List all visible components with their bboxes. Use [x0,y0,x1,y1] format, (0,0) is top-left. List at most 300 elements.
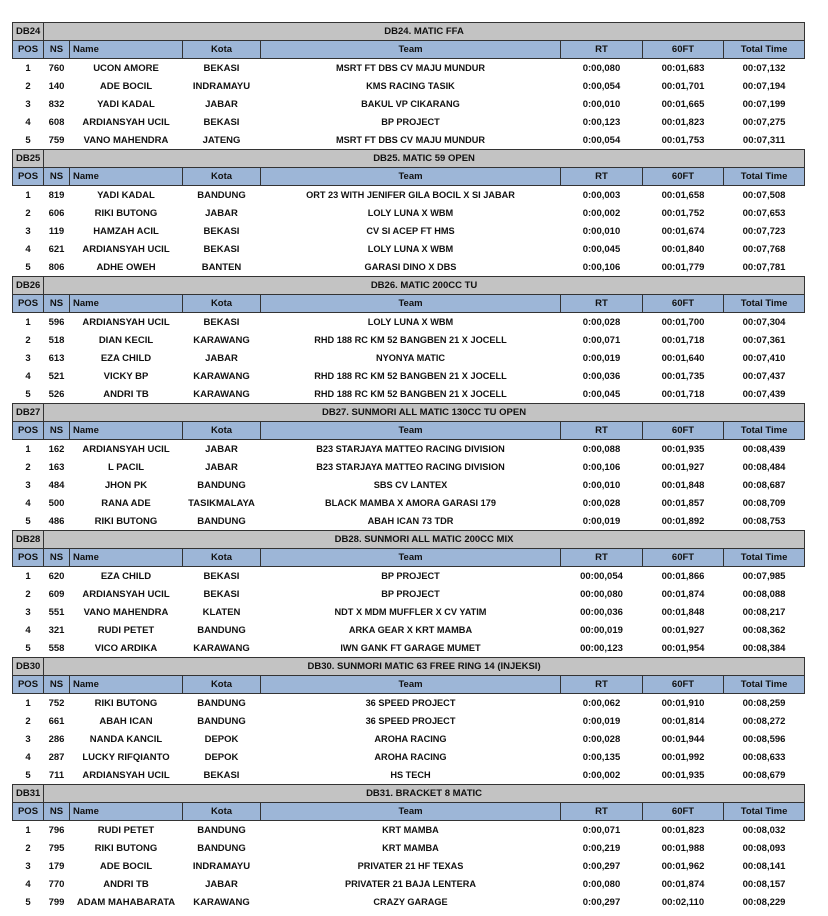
table-row [13,440,805,459]
cell-name: RIKI BUTONG [94,207,158,219]
table-row [13,512,805,531]
cell-ns: 795 [48,842,65,854]
cell-sixtyft: 00:01,701 [661,80,705,92]
cell-total-time: 00:08,157 [742,878,786,890]
column-header-sixtyft: 60FT [643,549,724,567]
cell-name: ARDIANSYAH UCIL [82,443,170,455]
cell-team: ABAH ICAN 73 TDR [367,515,454,526]
column-header-team: Team [261,168,561,186]
cell-name: RUDI PETET [97,624,155,636]
cell-ns: 140 [48,80,65,92]
column-header-sixtyft: 60FT [643,422,724,440]
table-row [13,313,805,332]
cell-sixtyft: 00:01,954 [661,642,705,654]
cell-total-time: 00:07,768 [742,243,786,255]
cell-kota: KARAWANG [193,642,250,654]
cell-ns: 760 [48,62,65,74]
cell-sixtyft: 00:01,927 [661,461,705,473]
cell-sixtyft: 00:01,927 [661,624,705,636]
cell-name: RANA ADE [101,497,151,509]
class-title: DB30. SUNMORI MATIC 63 FREE RING 14 (INJEKSI) [44,658,805,676]
cell-team: 36 SPEED PROJECT [365,715,456,726]
class-title: DB24. MATIC FFA [44,23,805,41]
cell-pos: 5 [25,261,31,273]
cell-kota: BANDUNG [197,515,246,527]
column-header-team: Team [261,422,561,440]
cell-rt: 0:00,010 [582,479,621,491]
cell-team: LOLY LUNA X WBM [367,316,454,327]
cell-team: RHD 188 RC KM 52 BANGBEN 21 X JOCELL [314,370,507,381]
cell-kota: JABAR [205,461,238,473]
cell-team: BLACK MAMBA X AMORA GARASI 179 [325,497,496,508]
column-header-pos: POS [13,422,44,440]
cell-pos: 2 [25,334,31,346]
column-header-team: Team [261,549,561,567]
class-title: DB25. MATIC 59 OPEN [44,150,805,168]
column-header-ns: NS [44,168,70,186]
cell-pos: 5 [25,642,31,654]
column-header-name: Name [70,549,183,567]
cell-team: 36 SPEED PROJECT [365,697,456,708]
column-header-name: Name [70,168,183,186]
cell-total-time: 00:07,311 [742,134,786,146]
cell-rt: 0:00,088 [582,443,621,455]
cell-kota: KLATEN [202,606,241,618]
class-title-row [13,150,805,168]
cell-rt: 0:00,062 [582,697,621,709]
table-row [13,730,805,748]
cell-ns: 620 [48,570,65,582]
cell-sixtyft: 00:01,848 [661,606,705,618]
cell-kota: BEKASI [203,588,240,600]
table-row [13,639,805,658]
cell-kota: BANTEN [201,261,242,273]
table-row [13,113,805,131]
column-header-ns: NS [44,295,70,313]
results-table [12,22,805,911]
cell-sixtyft: 00:01,658 [661,189,705,201]
cell-pos: 4 [25,116,31,128]
cell-ns: 162 [48,443,65,455]
cell-name: RIKI BUTONG [94,842,158,854]
cell-name: ARDIANSYAH UCIL [82,588,170,600]
table-row [13,59,805,78]
column-header-sixtyft: 60FT [643,676,724,694]
cell-name: ADE BOCIL [99,860,153,872]
table-row [13,748,805,766]
cell-pos: 4 [25,370,31,382]
cell-team: SBS CV LANTEX [373,479,448,490]
column-header-ns: NS [44,422,70,440]
cell-total-time: 00:08,596 [742,733,786,745]
cell-ns: 484 [48,479,65,491]
cell-pos: 2 [25,588,31,600]
cell-name: VANO MAHENDRA [83,606,169,618]
cell-rt: 00:00,019 [580,624,623,636]
cell-total-time: 00:08,384 [742,642,786,654]
table-row [13,95,805,113]
cell-ns: 621 [48,243,65,255]
cell-name: YADI KADAL [97,98,155,110]
column-header-row [13,41,805,59]
cell-total-time: 00:08,272 [742,715,786,727]
cell-kota: BEKASI [203,225,240,237]
cell-team: CRAZY GARAGE [373,896,448,907]
cell-pos: 2 [25,80,31,92]
column-header-name: Name [70,295,183,313]
cell-name: ADAM MAHABARATA [76,896,176,908]
cell-total-time: 00:08,633 [742,751,786,763]
class-code: DB24 [13,23,44,41]
results-document [12,22,804,911]
cell-total-time: 00:08,141 [742,860,786,872]
cell-ns: 832 [48,98,65,110]
column-header-team: Team [261,676,561,694]
cell-total-time: 00:07,985 [742,570,786,582]
cell-kota: DEPOK [204,751,239,763]
column-header-pos: POS [13,295,44,313]
cell-pos: 3 [25,98,31,110]
cell-sixtyft: 00:01,823 [661,824,705,836]
cell-rt: 0:00,045 [582,243,621,255]
cell-team: BP PROJECT [381,116,440,127]
cell-team: HS TECH [390,769,431,780]
cell-sixtyft: 00:02,110 [661,896,705,908]
cell-sixtyft: 00:01,910 [661,697,705,709]
cell-sixtyft: 00:01,735 [661,370,705,382]
cell-pos: 1 [25,316,31,328]
cell-ns: 711 [48,769,65,781]
column-header-name: Name [70,41,183,59]
cell-rt: 0:00,019 [582,352,621,364]
cell-pos: 4 [25,878,31,890]
cell-rt: 0:00,010 [582,98,621,110]
cell-kota: DEPOK [204,733,239,745]
cell-rt: 00:00,080 [580,588,623,600]
cell-team: KMS RACING TASIK [366,80,455,91]
cell-name: L PACIL [107,461,145,473]
cell-sixtyft: 00:01,935 [661,443,705,455]
column-header-total-time: Total Time [724,422,805,440]
cell-pos: 4 [25,497,31,509]
cell-team: MSRT FT DBS CV MAJU MUNDUR [335,134,486,145]
column-header-name: Name [70,803,183,821]
cell-pos: 2 [25,461,31,473]
cell-pos: 5 [25,515,31,527]
cell-total-time: 00:07,781 [742,261,786,273]
cell-total-time: 00:08,687 [742,479,786,491]
cell-kota: BEKASI [203,62,240,74]
cell-rt: 0:00,036 [582,370,621,382]
table-row [13,694,805,713]
cell-ns: 608 [48,116,65,128]
column-header-kota: Kota [183,422,261,440]
column-header-name: Name [70,676,183,694]
cell-kota: BANDUNG [197,624,246,636]
cell-team: MSRT FT DBS CV MAJU MUNDUR [335,62,486,73]
cell-team: PRIVATER 21 BAJA LENTERA [344,878,477,889]
cell-name: EZA CHILD [100,570,152,582]
cell-kota: KARAWANG [193,896,250,908]
cell-name: ARDIANSYAH UCIL [82,116,170,128]
cell-total-time: 00:08,217 [742,606,786,618]
cell-team: ARKA GEAR X KRT MAMBA [348,624,473,635]
column-header-pos: POS [13,803,44,821]
cell-ns: 163 [48,461,65,473]
cell-sixtyft: 00:01,848 [661,479,705,491]
class-code: DB28 [13,531,44,549]
table-row [13,585,805,603]
cell-team: B23 STARJAYA MATTEO RACING DIVISION [316,443,505,454]
cell-ns: 526 [48,388,65,400]
column-header-rt: RT [561,422,643,440]
class-title-row [13,23,805,41]
cell-sixtyft: 00:01,944 [661,733,705,745]
column-header-row [13,168,805,186]
cell-rt: 0:00,003 [582,189,621,201]
cell-kota: BANDUNG [197,479,246,491]
column-header-ns: NS [44,41,70,59]
cell-name: ARDIANSYAH UCIL [82,243,170,255]
cell-kota: BEKASI [203,316,240,328]
cell-pos: 4 [25,751,31,763]
cell-kota: KARAWANG [193,370,250,382]
table-row [13,131,805,150]
column-header-rt: RT [561,41,643,59]
cell-rt: 00:00,036 [580,606,623,618]
cell-rt: 0:00,080 [582,878,621,890]
column-header-rt: RT [561,295,643,313]
cell-total-time: 00:07,508 [742,189,786,201]
cell-rt: 00:00,123 [580,642,623,654]
cell-sixtyft: 00:01,753 [661,134,705,146]
cell-name: ABAH ICAN [99,715,153,727]
cell-team: IWN GANK FT GARAGE MUMET [340,642,481,653]
table-row [13,857,805,875]
table-row [13,258,805,277]
column-header-ns: NS [44,549,70,567]
class-title-row [13,531,805,549]
class-title: DB31. BRACKET 8 MATIC [44,785,805,803]
column-header-kota: Kota [183,295,261,313]
cell-total-time: 00:08,753 [742,515,786,527]
column-header-row [13,803,805,821]
cell-name: RIKI BUTONG [94,515,158,527]
table-row [13,367,805,385]
cell-sixtyft: 00:01,866 [661,570,705,582]
cell-name: VANO MAHENDRA [83,134,169,146]
cell-kota: INDRAMAYU [192,80,251,92]
table-row [13,331,805,349]
cell-name: RUDI PETET [97,824,155,836]
cell-total-time: 00:08,259 [742,697,786,709]
cell-team: GARASI DINO X DBS [364,261,457,272]
cell-ns: 119 [48,225,65,237]
cell-pos: 5 [25,134,31,146]
column-header-pos: POS [13,549,44,567]
cell-sixtyft: 00:01,700 [661,316,705,328]
cell-rt: 0:00,080 [582,62,621,74]
cell-pos: 2 [25,207,31,219]
cell-total-time: 00:08,679 [742,769,786,781]
cell-name: ADE BOCIL [99,80,153,92]
column-header-sixtyft: 60FT [643,803,724,821]
cell-sixtyft: 00:01,814 [661,715,705,727]
cell-name: JHON PK [104,479,148,491]
table-row [13,875,805,893]
cell-pos: 3 [25,352,31,364]
class-title-row [13,277,805,295]
cell-rt: 0:00,019 [582,515,621,527]
cell-ns: 759 [48,134,65,146]
cell-rt: 0:00,028 [582,733,621,745]
cell-rt: 0:00,135 [582,751,621,763]
cell-total-time: 00:07,653 [742,207,786,219]
cell-ns: 609 [48,588,65,600]
cell-rt: 00:00,054 [580,570,623,582]
cell-name: YADI KADAL [97,189,155,201]
cell-rt: 0:00,002 [582,769,621,781]
cell-ns: 521 [48,370,65,382]
cell-name: DIAN KECIL [98,334,154,346]
cell-pos: 5 [25,769,31,781]
table-row [13,712,805,730]
cell-team: NYONYA MATIC [375,352,446,363]
class-code: DB30 [13,658,44,676]
cell-name: EZA CHILD [100,352,152,364]
cell-rt: 0:00,123 [582,116,621,128]
cell-name: ARDIANSYAH UCIL [82,316,170,328]
column-header-pos: POS [13,676,44,694]
cell-pos: 3 [25,733,31,745]
cell-total-time: 00:08,709 [742,497,786,509]
cell-team: KRT MAMBA [382,842,439,853]
table-row [13,240,805,258]
cell-ns: 596 [48,316,65,328]
cell-total-time: 00:08,093 [742,842,786,854]
cell-pos: 1 [25,570,31,582]
cell-name: RIKI BUTONG [94,697,158,709]
cell-ns: 518 [48,334,65,346]
cell-name: ADHE OWEH [96,261,156,273]
class-title-row [13,404,805,422]
cell-kota: BEKASI [203,243,240,255]
column-header-sixtyft: 60FT [643,41,724,59]
cell-sixtyft: 00:01,992 [661,751,705,763]
cell-kota: KARAWANG [193,334,250,346]
column-header-row [13,422,805,440]
cell-total-time: 00:07,410 [742,352,786,364]
cell-pos: 3 [25,606,31,618]
cell-team: KRT MAMBA [382,824,439,835]
column-header-team: Team [261,803,561,821]
table-row [13,821,805,840]
cell-team: AROHA RACING [374,733,447,744]
column-header-pos: POS [13,41,44,59]
cell-kota: JABAR [205,443,238,455]
cell-name: ARDIANSYAH UCIL [82,769,170,781]
cell-sixtyft: 00:01,988 [661,842,705,854]
cell-rt: 0:00,106 [582,261,621,273]
table-row [13,385,805,404]
cell-kota: JABAR [205,352,238,364]
column-header-kota: Kota [183,803,261,821]
cell-kota: KARAWANG [193,388,250,400]
cell-sixtyft: 00:01,674 [661,225,705,237]
cell-pos: 2 [25,842,31,854]
cell-rt: 0:00,002 [582,207,621,219]
cell-ns: 321 [48,624,65,636]
table-row [13,349,805,367]
cell-total-time: 00:07,199 [742,98,786,110]
cell-ns: 551 [48,606,65,618]
class-code: DB31 [13,785,44,803]
cell-ns: 500 [48,497,65,509]
table-row [13,476,805,494]
column-header-ns: NS [44,676,70,694]
cell-team: NDT X MDM MUFFLER X CV YATIM [334,606,487,617]
cell-ns: 613 [48,352,65,364]
cell-sixtyft: 00:01,892 [661,515,705,527]
column-header-team: Team [261,41,561,59]
cell-rt: 0:00,297 [582,896,621,908]
cell-total-time: 00:07,194 [742,80,786,92]
cell-kota: BANDUNG [197,824,246,836]
cell-team: BAKUL VP CIKARANG [361,98,460,109]
cell-team: ORT 23 WITH JENIFER GILA BOCIL X SI JABAR [306,189,515,200]
class-code: DB26 [13,277,44,295]
cell-ns: 752 [48,697,65,709]
cell-pos: 1 [25,697,31,709]
cell-kota: BANDUNG [197,842,246,854]
cell-sixtyft: 00:01,935 [661,769,705,781]
cell-name: HAMZAH ACIL [93,225,159,237]
cell-total-time: 00:07,275 [742,116,786,128]
cell-team: LOLY LUNA X WBM [367,207,454,218]
cell-total-time: 00:08,362 [742,624,786,636]
column-header-kota: Kota [183,41,261,59]
cell-team: RHD 188 RC KM 52 BANGBEN 21 X JOCELL [314,334,507,345]
cell-sixtyft: 00:01,718 [661,388,705,400]
cell-kota: JABAR [205,878,238,890]
cell-sixtyft: 00:01,840 [661,243,705,255]
cell-rt: 0:00,028 [582,316,621,328]
cell-ns: 770 [48,878,65,890]
cell-sixtyft: 00:01,857 [661,497,705,509]
cell-ns: 796 [48,824,65,836]
class-code: DB27 [13,404,44,422]
class-title-row [13,658,805,676]
cell-total-time: 00:07,361 [742,334,786,346]
cell-rt: 0:00,297 [582,860,621,872]
cell-kota: JATENG [202,134,241,146]
cell-team: BP PROJECT [381,570,440,581]
table-row [13,766,805,785]
cell-sixtyft: 00:01,874 [661,588,705,600]
column-header-sixtyft: 60FT [643,295,724,313]
cell-name: LUCKY RIFQIANTO [82,751,170,763]
column-header-total-time: Total Time [724,41,805,59]
column-header-kota: Kota [183,549,261,567]
cell-sixtyft: 00:01,874 [661,878,705,890]
class-title: DB26. MATIC 200CC TU [44,277,805,295]
class-title: DB27. SUNMORI ALL MATIC 130CC TU OPEN [44,404,805,422]
cell-sixtyft: 00:01,640 [661,352,705,364]
cell-team: LOLY LUNA X WBM [367,243,454,254]
cell-pos: 5 [25,896,31,908]
cell-kota: BANDUNG [197,715,246,727]
column-header-row [13,549,805,567]
